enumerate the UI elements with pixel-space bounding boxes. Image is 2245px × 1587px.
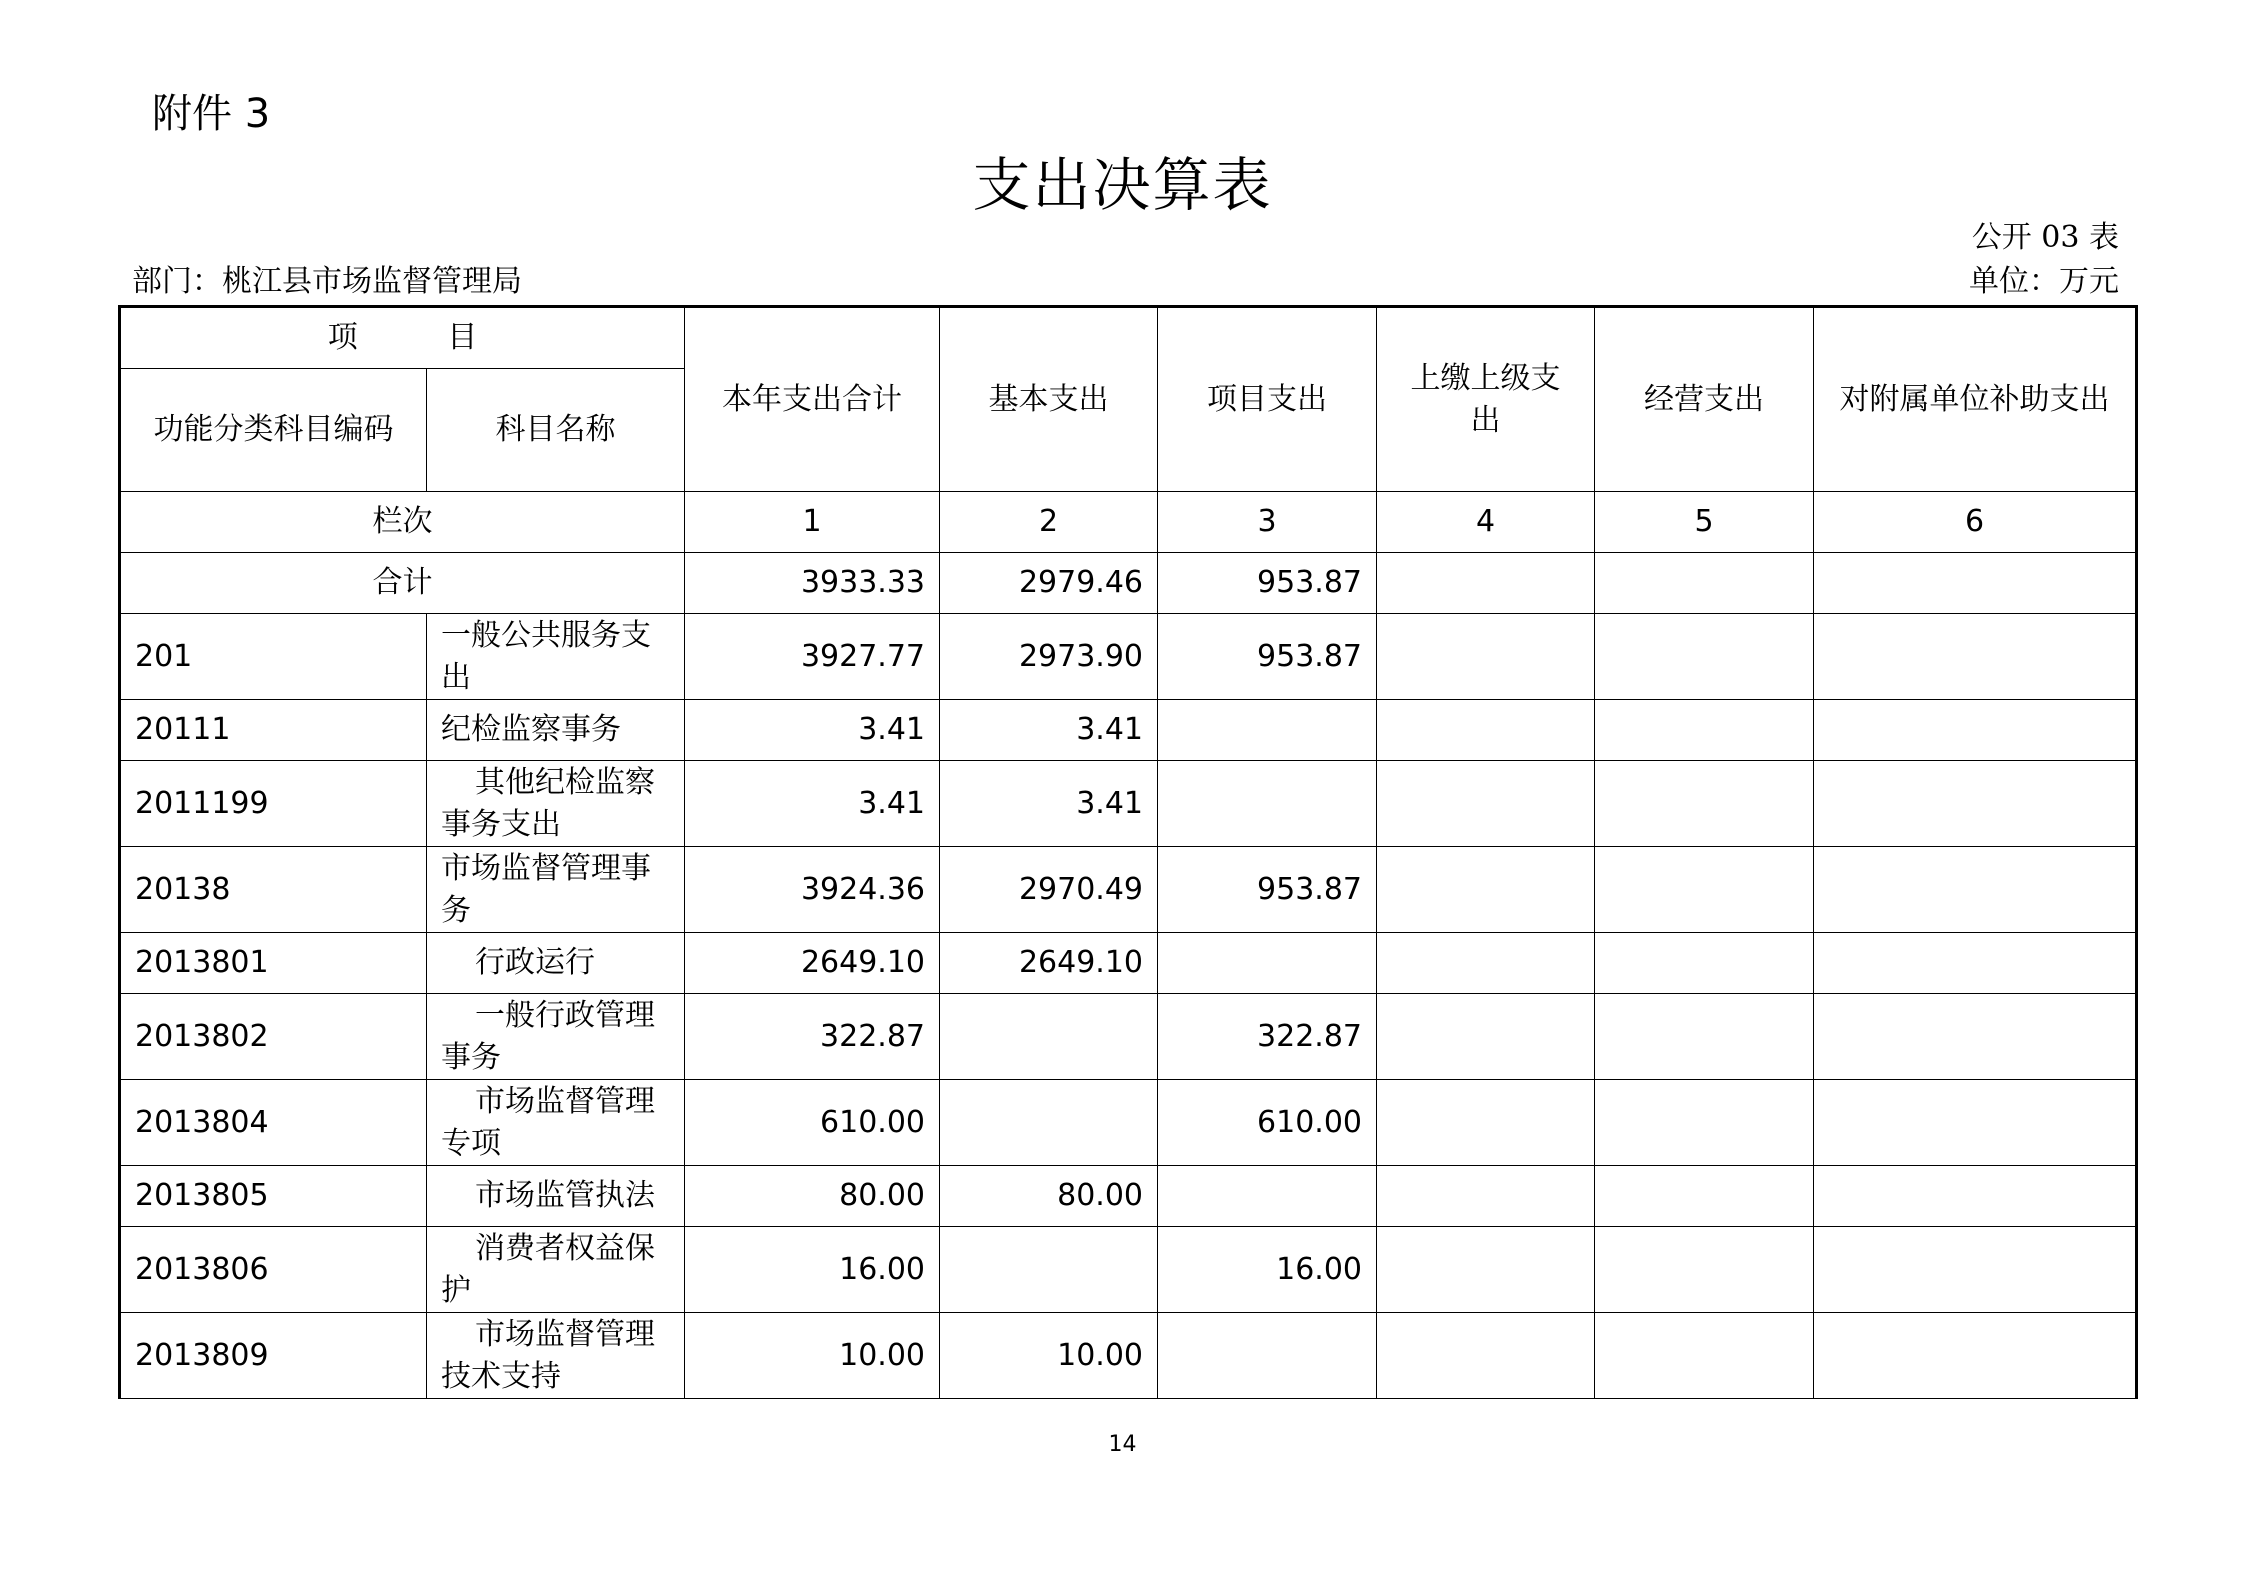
row-basic: 2973.90 — [940, 614, 1158, 700]
table-row — [120, 700, 2137, 761]
row-name: 一般公共服务支出 — [427, 614, 685, 700]
row-code: 2013802 — [120, 994, 427, 1080]
row-total: 3.41 — [685, 700, 940, 761]
total-project: 953.87 — [1158, 553, 1377, 614]
row-subsidy — [1814, 1313, 2137, 1399]
row-basic: 2649.10 — [940, 933, 1158, 994]
row-subsidy — [1814, 994, 2137, 1080]
row-total: 2649.10 — [685, 933, 940, 994]
row-total: 322.87 — [685, 994, 940, 1080]
row-upper — [1377, 933, 1595, 994]
row-basic — [940, 994, 1158, 1080]
row-upper — [1377, 1313, 1595, 1399]
row-code: 20111 — [120, 700, 427, 761]
attachment-label: 附件 3 — [152, 91, 271, 137]
row-subsidy — [1814, 1227, 2137, 1313]
row-name: 一般行政管理事务 — [427, 994, 685, 1080]
row-code: 2013801 — [120, 933, 427, 994]
row-business — [1595, 933, 1814, 994]
total-upper — [1377, 553, 1595, 614]
row-upper — [1377, 1227, 1595, 1313]
row-upper — [1377, 1080, 1595, 1166]
row-upper — [1377, 994, 1595, 1080]
row-subsidy — [1814, 761, 2137, 847]
header-basic: 基本支出 — [940, 307, 1158, 492]
total-row — [120, 553, 2137, 614]
row-business — [1595, 614, 1814, 700]
row-name: 市场监督管理事务 — [427, 847, 685, 933]
table-row — [120, 761, 2137, 847]
row-name: 行政运行 — [427, 933, 685, 994]
row-code: 2013804 — [120, 1080, 427, 1166]
row-basic — [940, 1080, 1158, 1166]
row-name: 消费者权益保护 — [427, 1227, 685, 1313]
header-upper: 上缴上级支出 — [1377, 307, 1595, 492]
table-row — [120, 847, 2137, 933]
row-name: 纪检监察事务 — [427, 700, 685, 761]
table-row — [120, 1080, 2137, 1166]
row-upper — [1377, 847, 1595, 933]
row-basic: 3.41 — [940, 761, 1158, 847]
row-subsidy — [1814, 933, 2137, 994]
column-number-3: 3 — [1158, 492, 1377, 553]
total-label: 合计 — [120, 553, 685, 614]
page-number: 14 — [1108, 1432, 1137, 1457]
table-row — [120, 1313, 2137, 1399]
row-basic: 10.00 — [940, 1313, 1158, 1399]
row-project — [1158, 761, 1377, 847]
column-number-4: 4 — [1377, 492, 1595, 553]
row-total: 16.00 — [685, 1227, 940, 1313]
row-basic: 80.00 — [940, 1166, 1158, 1227]
row-subsidy — [1814, 1166, 2137, 1227]
row-code: 201 — [120, 614, 427, 700]
row-code: 2013806 — [120, 1227, 427, 1313]
row-name: 市场监督管理专项 — [427, 1080, 685, 1166]
table-row — [120, 614, 2137, 700]
page-title: 支出决算表 — [972, 151, 1273, 219]
row-business — [1595, 1080, 1814, 1166]
row-business — [1595, 1166, 1814, 1227]
header-total: 本年支出合计 — [685, 307, 940, 492]
header-code: 功能分类科目编码 — [120, 369, 427, 492]
table-row — [120, 1227, 2137, 1313]
table-row — [120, 994, 2137, 1080]
row-project — [1158, 933, 1377, 994]
row-project: 610.00 — [1158, 1080, 1377, 1166]
row-total: 80.00 — [685, 1166, 940, 1227]
row-business — [1595, 847, 1814, 933]
header-project: 项目支出 — [1158, 307, 1377, 492]
total-basic: 2979.46 — [940, 553, 1158, 614]
row-project: 953.87 — [1158, 614, 1377, 700]
table-code: 公开 03 表 — [1971, 220, 2119, 255]
total-subsidy — [1814, 553, 2137, 614]
row-basic: 2970.49 — [940, 847, 1158, 933]
row-project — [1158, 700, 1377, 761]
table-row — [120, 1166, 2137, 1227]
header-item-group: 项 目 — [120, 307, 685, 369]
header-row-top — [120, 307, 2137, 369]
row-business — [1595, 761, 1814, 847]
row-basic — [940, 1227, 1158, 1313]
row-project — [1158, 1166, 1377, 1227]
row-code: 20138 — [120, 847, 427, 933]
expenditure-table — [118, 305, 2138, 1399]
total-total: 3933.33 — [685, 553, 940, 614]
column-number-label: 栏次 — [120, 492, 685, 553]
table-row — [120, 933, 2137, 994]
row-name: 市场监督管理技术支持 — [427, 1313, 685, 1399]
row-upper — [1377, 614, 1595, 700]
row-upper — [1377, 700, 1595, 761]
row-project — [1158, 1313, 1377, 1399]
total-business — [1595, 553, 1814, 614]
column-number-row — [120, 492, 2137, 553]
column-number-6: 6 — [1814, 492, 2137, 553]
row-total: 610.00 — [685, 1080, 940, 1166]
row-total: 3924.36 — [685, 847, 940, 933]
row-basic: 3.41 — [940, 700, 1158, 761]
header-subsidy: 对附属单位补助支出 — [1814, 307, 2137, 492]
row-total: 3.41 — [685, 761, 940, 847]
row-business — [1595, 994, 1814, 1080]
row-subsidy — [1814, 614, 2137, 700]
row-total: 10.00 — [685, 1313, 940, 1399]
row-business — [1595, 700, 1814, 761]
column-number-2: 2 — [940, 492, 1158, 553]
row-subsidy — [1814, 1080, 2137, 1166]
row-code: 2011199 — [120, 761, 427, 847]
row-code: 2013805 — [120, 1166, 427, 1227]
row-subsidy — [1814, 700, 2137, 761]
column-number-5: 5 — [1595, 492, 1814, 553]
header-business: 经营支出 — [1595, 307, 1814, 492]
row-name: 市场监管执法 — [427, 1166, 685, 1227]
row-project: 16.00 — [1158, 1227, 1377, 1313]
row-project: 953.87 — [1158, 847, 1377, 933]
row-name: 其他纪检监察事务支出 — [427, 761, 685, 847]
row-upper — [1377, 1166, 1595, 1227]
row-project: 322.87 — [1158, 994, 1377, 1080]
row-business — [1595, 1313, 1814, 1399]
row-subsidy — [1814, 847, 2137, 933]
row-total: 3927.77 — [685, 614, 940, 700]
row-code: 2013809 — [120, 1313, 427, 1399]
column-number-1: 1 — [685, 492, 940, 553]
department-label: 部门：桃江县市场监督管理局 — [132, 264, 522, 299]
unit-label: 单位：万元 — [1969, 264, 2119, 299]
row-upper — [1377, 761, 1595, 847]
row-business — [1595, 1227, 1814, 1313]
header-name: 科目名称 — [427, 369, 685, 492]
